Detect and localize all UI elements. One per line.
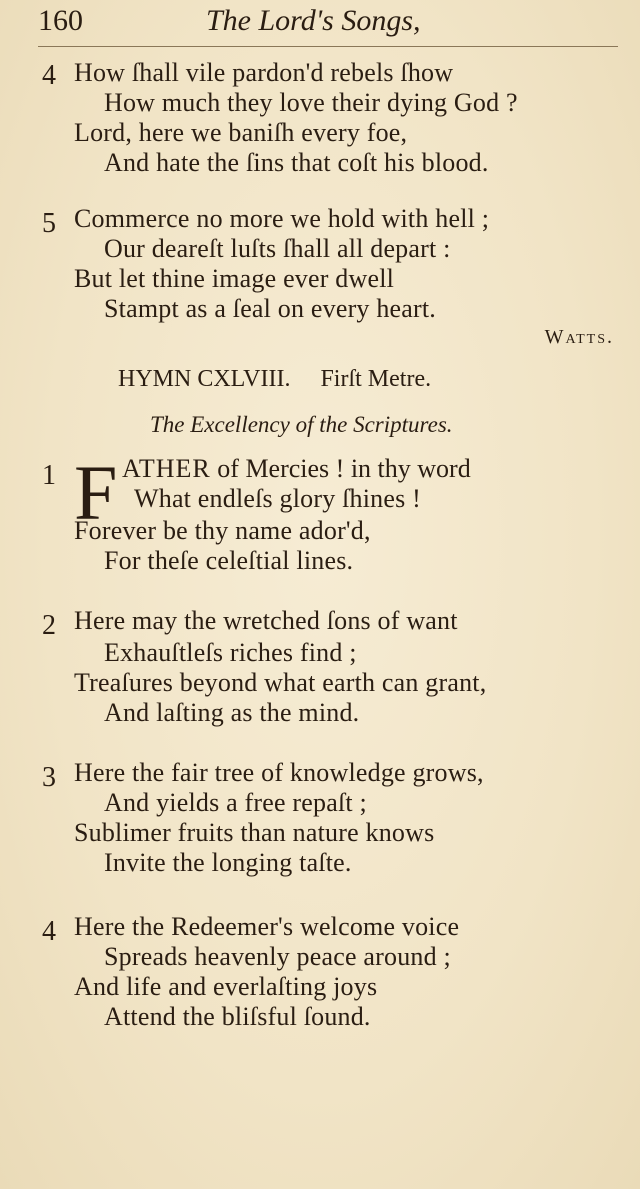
verse-line: Attend the bliſsful ſound. — [104, 1002, 371, 1031]
header-rule — [38, 46, 618, 47]
author-attribution: Watts. — [544, 326, 614, 348]
verse-line: Here may the wretched ſons of want — [74, 606, 458, 635]
first-line-rest: of Mercies ! in thy word — [210, 454, 471, 483]
verse-number: 5 — [42, 208, 56, 239]
verse-line: Stampt as a ſeal on every heart. — [104, 294, 436, 323]
verse-line: Exhauſtleſs riches find ; — [104, 638, 357, 667]
page-number: 160 — [38, 4, 83, 37]
verse-line: And life and everlaſting joys — [74, 972, 378, 1001]
hymn-title: HYMN CXLVIII. — [118, 366, 291, 392]
verse-line: Spreads heavenly peace around ; — [104, 942, 451, 971]
first-line-caps: ATHER — [122, 454, 211, 483]
verse-number: 1 — [42, 460, 56, 491]
verse-line: Our deareſt luſts ſhall all depart : — [104, 234, 451, 263]
verse-number: 4 — [42, 60, 56, 91]
verse-number: 4 — [42, 916, 56, 947]
verse-line: Sublimer fruits than nature knows — [74, 818, 435, 847]
hymn-subtitle: The Excellency of the Scriptures. — [150, 412, 453, 437]
verse-line: For theſe celeſtial lines. — [104, 546, 354, 575]
page-header — [38, 4, 618, 44]
verse-line: How much they love their dying God ? — [104, 88, 518, 117]
hymn-metre: Firſt Metre. — [320, 366, 432, 392]
verse-line: And hate the ſins that coſt his blood. — [104, 148, 489, 177]
verse-line: And laſting as the mind. — [104, 698, 360, 727]
drop-cap: F — [74, 449, 118, 536]
verse-line: Here the Redeemer's welcome voice — [74, 912, 460, 941]
verse-line: How ſhall vile pardon'd rebels ſhow — [74, 58, 454, 87]
verse-line: Commerce no more we hold with hell ; — [74, 204, 490, 233]
verse-first-line — [122, 454, 471, 484]
verse-line: And yields a free repaſt ; — [104, 788, 367, 817]
hymn-heading — [118, 366, 431, 393]
verse-line: Forever be thy name ador'd, — [74, 516, 371, 545]
verse-line: What endleſs glory ſhines ! — [134, 484, 421, 513]
verse-line: Invite the longing taſte. — [104, 848, 352, 877]
verse-number: 2 — [42, 610, 56, 641]
verse-line: Here the fair tree of knowledge grows, — [74, 758, 484, 787]
running-title: The Lord's Songs, — [206, 4, 421, 37]
verse-line: Lord, here we baniſh every foe, — [74, 118, 408, 147]
verse-line: Treaſures beyond what earth can grant, — [74, 668, 487, 697]
verse-line: But let thine image ever dwell — [74, 264, 395, 293]
verse-number: 3 — [42, 762, 56, 793]
